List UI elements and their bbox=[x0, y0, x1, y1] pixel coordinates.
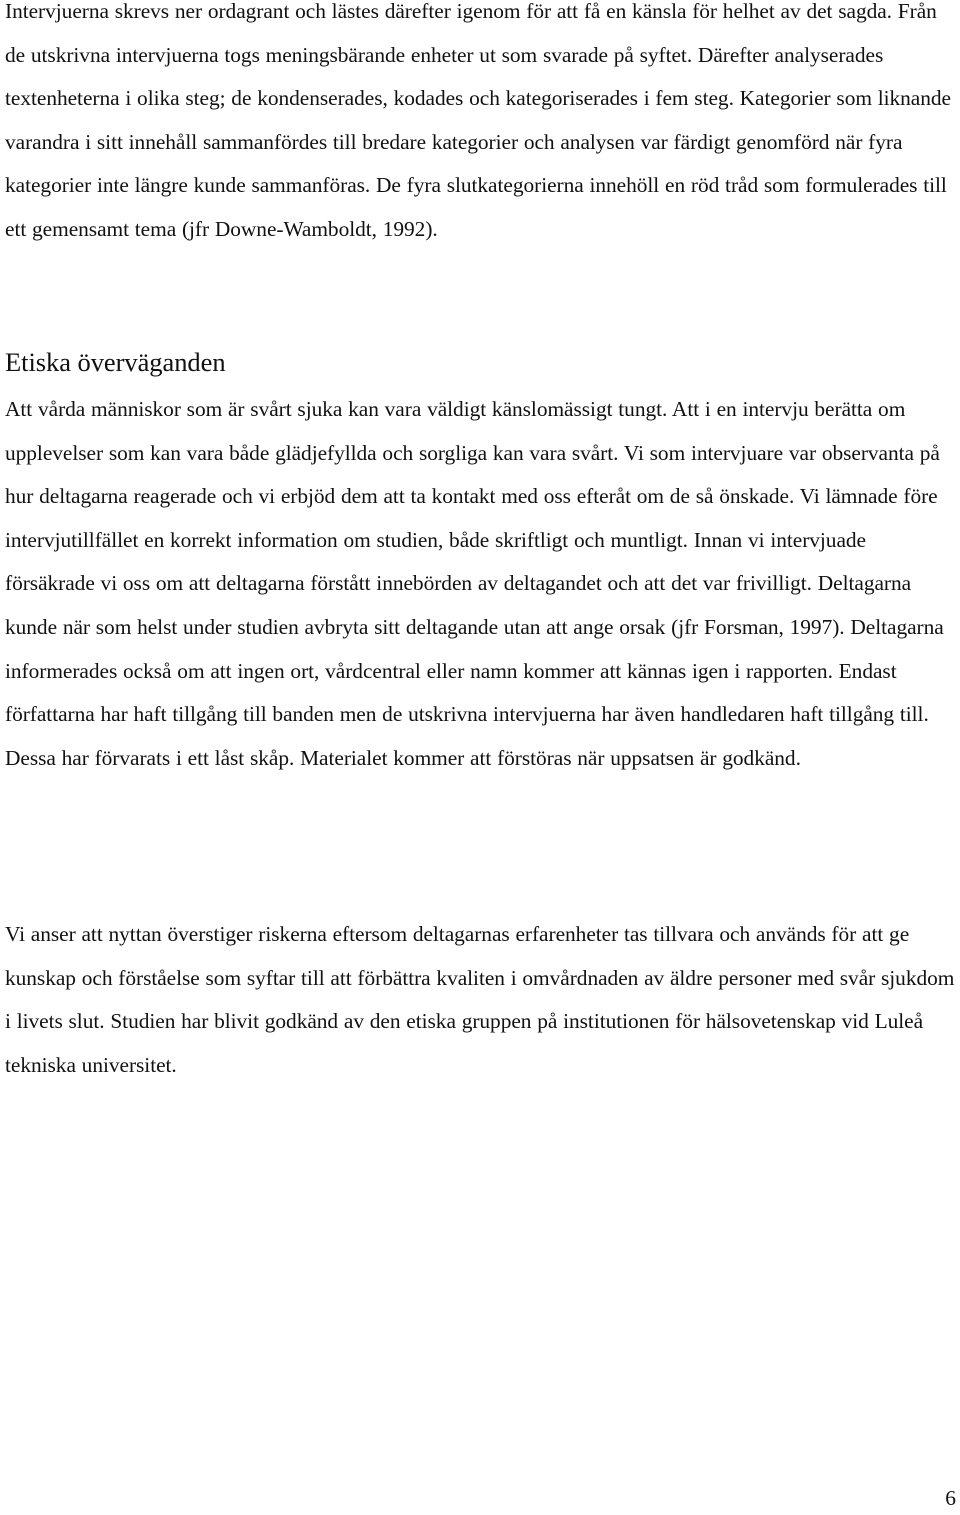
ethics-heading: Etiska överväganden bbox=[5, 347, 226, 377]
method-paragraph: Intervjuerna skrevs ner ordagrant och lästes därefter igenom för att få en känsla för helhet av det sagda. Från de utskrivna intervjuerna togs meningsbärande enheter ut som svarade på syftet. Därefter analyserades textenheterna i olika steg; de kondenserades, kodades och kategoriserades i fem steg. Kategorier som liknande varandra i sitt innehåll sammanfördes till bredare kategorier och analysen var färdigt genomförd när fyra kategorier inte längre kunde sammanföras. De fyra slutkategorierna innehöll en röd tråd som formulerades till ett gemensamt tema (jfr Downe-Wamboldt, 1992). bbox=[5, 0, 951, 241]
ethics-paragraph: Att vårda människor som är svårt sjuka kan vara väldigt känslomässigt tungt. Att i en intervju berätta om upplevelser som kan vara både glädjefyllda och sorgliga kan vara svårt. Vi som intervjuare var observanta på hur deltagarna reagerade och vi erbjöd dem att ta kontakt med oss efteråt om de så önskade. Vi lämnade före intervjutillfället en korrekt information om studien, både skriftligt och muntligt. Innan vi intervjuade försäkrade vi oss om att deltagarna förstått innebörden av deltagandet och att det var frivilligt. Deltagarna kunde när som helst under studien avbryta sitt deltagande utan att ange orsak (jfr Forsman, 1997). Deltagarna informerades också om att ingen ort, vårdcentral eller namn kommer att kännas igen i rapporten. Endast författarna har haft tillgång till banden men de utskrivna intervjuerna har även handledaren haft tillgång till. Dessa har förvarats i ett låst skåp. Materialet kommer att förstöras när uppsatsen är godkänd. bbox=[5, 397, 944, 770]
benefit-paragraph: Vi anser att nyttan överstiger riskerna eftersom deltagarnas erfarenheter tas tillvara och används för att ge kunskap och förståelse som syftar till att förbättra kvaliten i omvårdnaden av äldre personer med svår sjukdom i livets slut. Studien har blivit godkänd av den etiska gruppen på institutionen för hälsovetenskap vid Luleå tekniska universitet. bbox=[5, 922, 955, 1077]
page-number: 6 bbox=[945, 1486, 956, 1510]
